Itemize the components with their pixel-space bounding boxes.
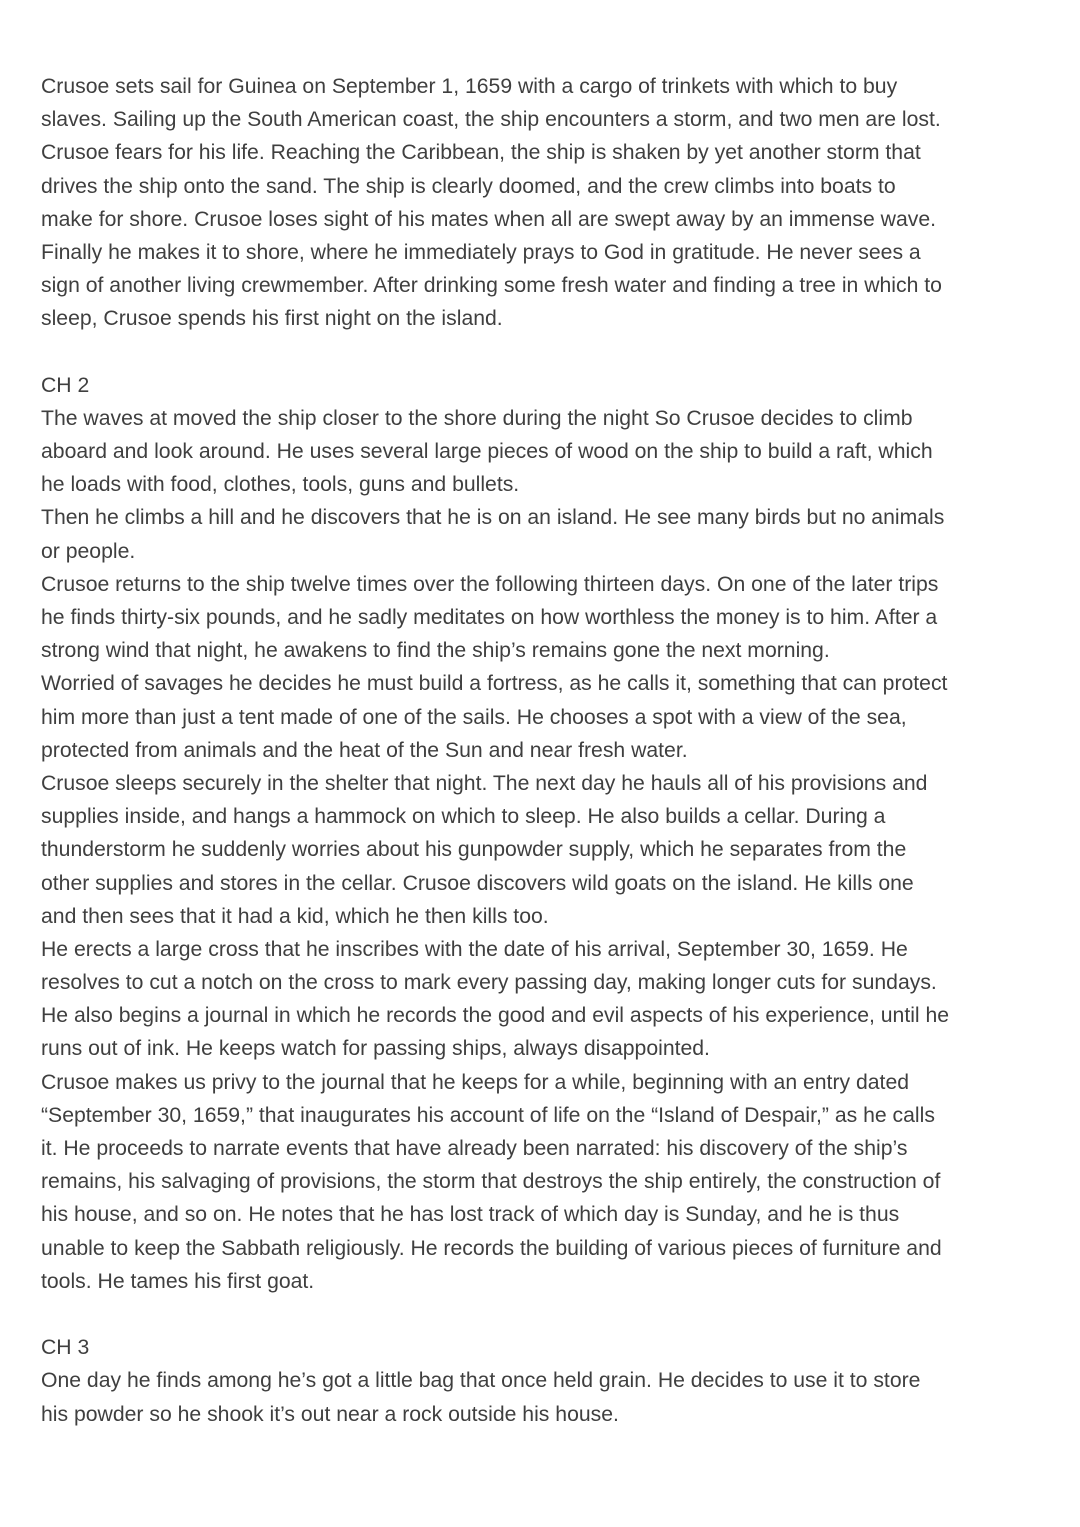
blank-line [41, 1298, 1041, 1331]
text-line: He also begins a journal in which he records the good and evil aspects of his experience, until he [41, 1004, 950, 1028]
intro-paragraph [41, 70, 1041, 336]
chapter-3-heading: CH 3 [41, 1336, 90, 1360]
text-line: resolves to cut a notch on the cross to mark every passing day, making longer cuts for sundays. [41, 971, 937, 995]
text-line: he loads with food, clothes, tools, guns and bullets. [41, 473, 520, 497]
text-line: sleep, Crusoe spends his first night on the island. [41, 307, 503, 331]
text-line: runs out of ink. He keeps watch for passing ships, always disappointed. [41, 1037, 710, 1061]
text-line: and then sees that it had a kid, which he then kills too. [41, 904, 549, 928]
text-line: it. He proceeds to narrate events that have already been narrated: his discovery of the ship’s [41, 1137, 908, 1160]
text-line: Crusoe returns to the ship twelve times over the following thirteen days. On one of the later trips [41, 572, 939, 596]
text-line: he finds thirty-six pounds, and he sadly meditates on how worthless the money is to him. After a [41, 606, 938, 629]
text-line: Crusoe fears for his life. Reaching the Caribbean, the ship is shaken by yet another storm that [41, 141, 921, 165]
chapter-3-body [41, 1364, 1041, 1430]
text-line: sign of another living crewmember. After drinking some fresh water and finding a tree in which to [41, 274, 942, 298]
chapter-2-body [41, 402, 1041, 1298]
text-line: his powder so he shook it’s out near a rock outside his house. [41, 1402, 619, 1426]
text-line: tools. He tames his first goat. [41, 1269, 315, 1293]
text-line: slaves. Sailing up the South American coast, the ship encounters a storm, and two men are lost. [41, 108, 941, 132]
text-line: aboard and look around. He uses several large pieces of wood on the ship to build a raft, which [41, 440, 933, 464]
text-line: Crusoe sets sail for Guinea on September 1, 1659 with a cargo of trinkets with which to buy [41, 75, 898, 98]
document-page [41, 70, 1041, 1431]
text-line: The waves at moved the ship closer to the shore during the night So Crusoe decides to climb [41, 406, 913, 430]
text-line: Then he climbs a hill and he discovers that he is on an island. He see many birds but no animals [41, 506, 945, 530]
text-line: drives the ship onto the sand. The ship is clearly doomed, and the crew climbs into boats to [41, 174, 896, 198]
text-line: Crusoe sleeps securely in the shelter that night. The next day he hauls all of his provisions and [41, 771, 928, 795]
text-line: Finally he makes it to shore, where he immediately prays to God in gratitude. He never sees a [41, 240, 921, 264]
text-line: Crusoe makes us privy to the journal that he keeps for a while, beginning with an entry dated [41, 1070, 910, 1094]
text-line: supplies inside, and hangs a hammock on which to sleep. He also builds a cellar. During a [41, 805, 886, 829]
chapter-2-heading: CH 2 [41, 373, 90, 397]
text-line: him more than just a tent made of one of the sails. He chooses a spot with a view of the sea, [41, 705, 907, 729]
text-line: protected from animals and the heat of the Sun and near fresh water. [41, 738, 688, 762]
text-line: strong wind that night, he awakens to find the ship’s remains gone the next morning. [41, 639, 830, 663]
text-line: or people. [41, 539, 136, 563]
text-line: unable to keep the Sabbath religiously. He records the building of various pieces of furniture and [41, 1236, 942, 1260]
text-line: “September 30, 1659,” that inaugurates his account of life on the “Island of Despair,” as he calls [41, 1103, 935, 1127]
text-line: thunderstorm he suddenly worries about his gunpowder supply, which he separates from the [41, 838, 907, 862]
blank-line [41, 336, 1041, 369]
text-line: One day he finds among he’s got a little bag that once held grain. He decides to use it to store [41, 1369, 921, 1393]
text-line: Worried of savages he decides he must build a fortress, as he calls it, something that can protect [41, 672, 948, 696]
text-line: make for shore. Crusoe loses sight of his mates when all are swept away by an immense wave. [41, 207, 936, 231]
text-line: He erects a large cross that he inscribes with the date of his arrival, September 30, 1659. He [41, 937, 908, 961]
text-line: remains, his salvaging of provisions, the storm that destroys the ship entirely, the construction of [41, 1170, 941, 1194]
text-line: other supplies and stores in the cellar. Crusoe discovers wild goats on the island. He kills one [41, 871, 914, 895]
text-line: his house, and so on. He notes that he has lost track of which day is Sunday, and he is thus [41, 1203, 900, 1227]
